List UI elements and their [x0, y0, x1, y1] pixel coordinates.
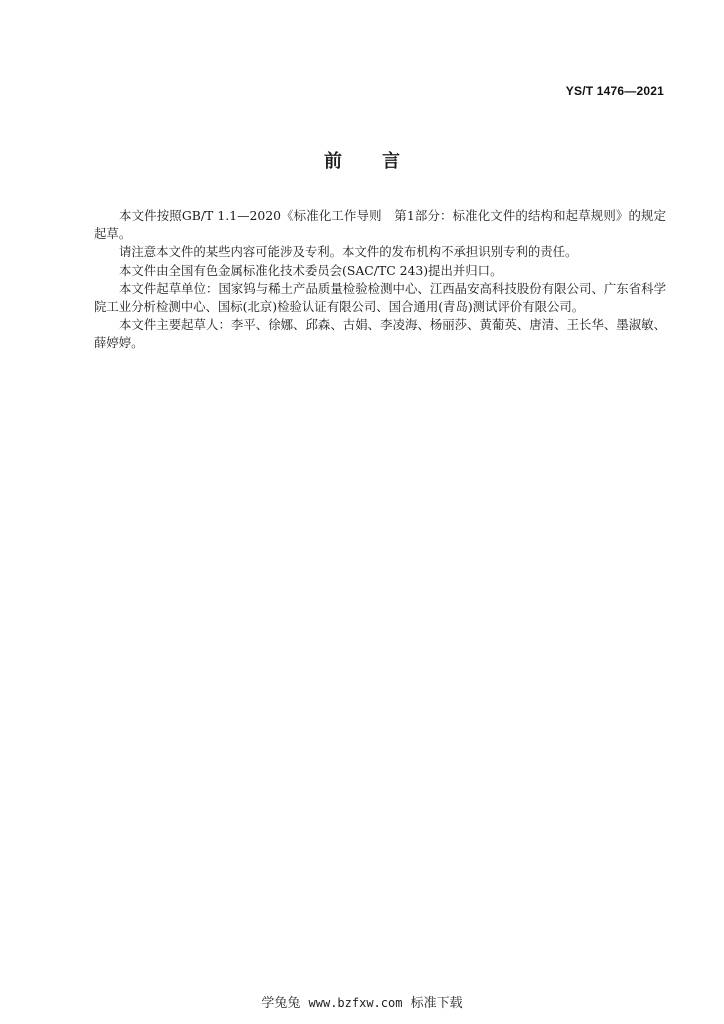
footer-suffix: 标准下载	[410, 996, 463, 1011]
paragraph-committee: 本文件由全国有色金属标准化技术委员会(SAC/TC 243)提出并归口。	[119, 262, 503, 278]
paragraph-patent-notice: 请注意本文件的某些内容可能涉及专利。本文件的发布机构不承担识别专利的责任。	[119, 244, 578, 260]
paragraph-drafters: 本文件主要起草人：李平、徐娜、邱森、古娟、李凌海、杨丽莎、黄葡英、唐清、王长华、墨淑敏、薛婷婷。	[94, 317, 666, 351]
footer	[0, 992, 724, 1011]
standard-code: YS/T 1476—2021	[565, 84, 664, 98]
title-char-2: 言	[382, 151, 400, 172]
paragraph-drafting-rules: 本文件按照GB/T 1.1—2020《标准化工作导则 第1部分：标准化文件的结构和起草规则》的规定起草。	[94, 208, 666, 242]
paragraph-drafting-units: 本文件起草单位：国家钨与稀土产品质量检验检测中心、江西晶安高科技股份有限公司、广东省科学院工业分析检测中心、国标(北京)检验认证有限公司、国合通用(青岛)测试评价有限公司。	[94, 280, 666, 315]
page-title	[0, 147, 724, 173]
footer-url[interactable]: www.bzfxw.com	[308, 996, 403, 1010]
title-char-1: 前	[324, 151, 342, 172]
footer-site-name: 学兔兔	[261, 996, 301, 1011]
foreword-body	[94, 207, 666, 353]
